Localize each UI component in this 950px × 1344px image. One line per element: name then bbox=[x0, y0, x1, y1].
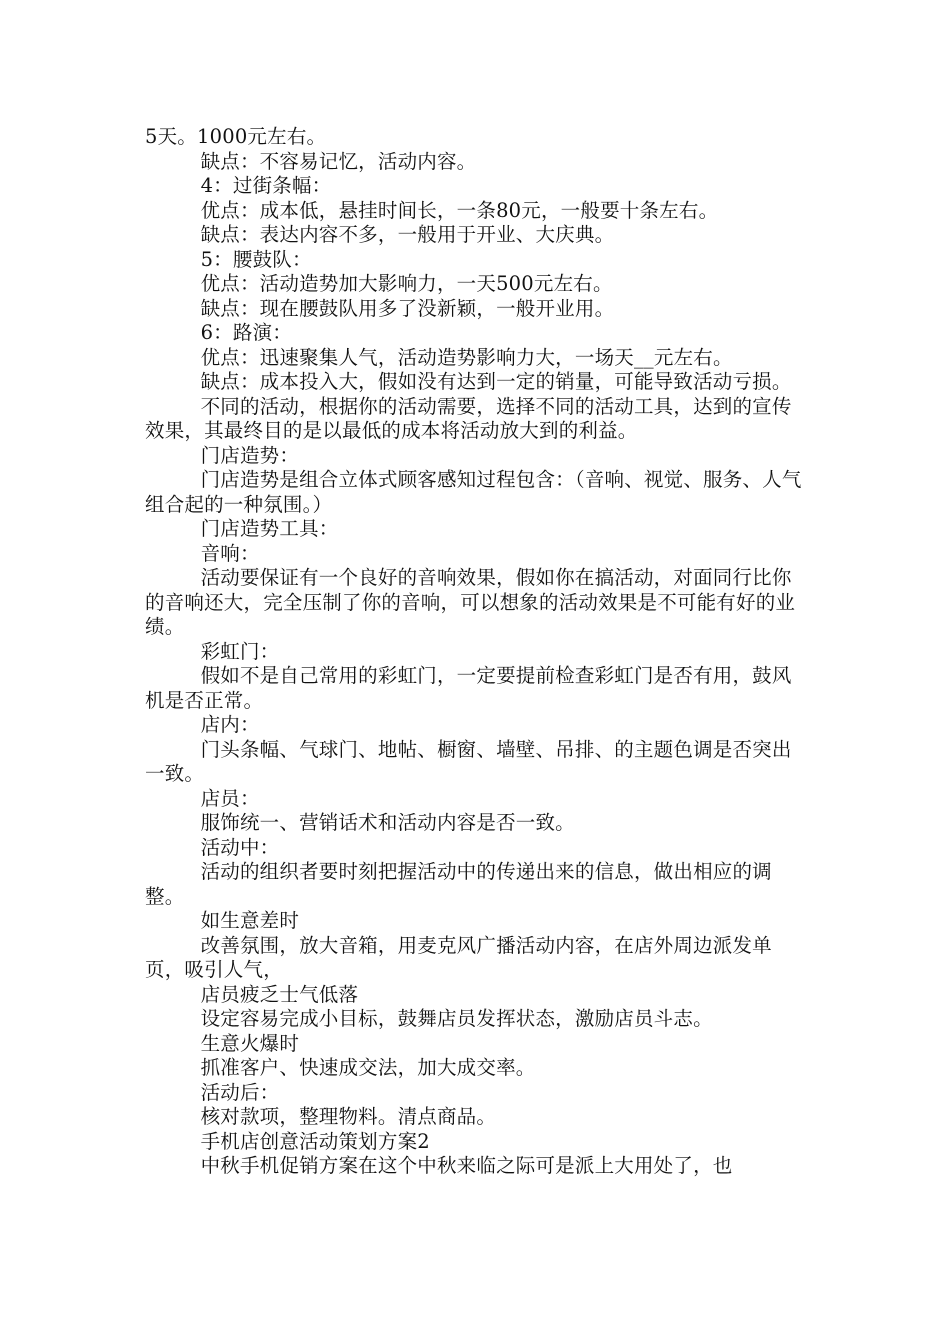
paragraph-continuation: 5天。1000元左右。 bbox=[145, 125, 327, 148]
paragraph: 缺点：表达内容不多，一般用于开业、大庆典。 bbox=[200, 223, 615, 246]
document-body bbox=[145, 125, 809, 1179]
paragraph: 优点：迅速聚集人气，活动造势影响力大，一场天__元左右。 bbox=[200, 345, 733, 369]
section-heading: 门店造势： bbox=[200, 443, 300, 467]
paragraph: 门头条幅、气球门、地帖、橱窗、墙壁、吊排、的主题色调是否突出一致。 bbox=[145, 737, 792, 785]
paragraph: 核对款项，整理物料。清点商品。 bbox=[200, 1105, 497, 1128]
section-heading: 活动中： bbox=[200, 835, 280, 859]
section-heading: 店员： bbox=[200, 786, 260, 810]
section-heading: 如生意差时 bbox=[200, 909, 300, 932]
section-heading: 店员疲乏士气低落 bbox=[200, 982, 359, 1006]
paragraph: 不同的活动，根据你的活动需要，选择不同的活动工具，达到的宣传效果，其最终目的是以最低的成本将活动放大到的利益。 bbox=[145, 394, 792, 442]
section-heading: 音响： bbox=[200, 541, 260, 565]
paragraph: 服饰统一、营销话术和活动内容是否一致。 bbox=[200, 811, 575, 834]
section-heading: 6：路演： bbox=[200, 321, 292, 344]
paragraph: 门店造势是组合立体式顾客感知过程包含：（音响、视觉、服务、人气组合起的一种氛围。） bbox=[145, 468, 802, 516]
paragraph: 优点：成本低，悬挂时间长，一条80元，一般要十条左右。 bbox=[200, 198, 719, 222]
paragraph: 活动的组织者要时刻把握活动中的传递出来的信息，做出相应的调整。 bbox=[145, 860, 772, 908]
section-heading: 4：过街条幅： bbox=[200, 174, 332, 197]
document-title: 手机店创意活动策划方案2 bbox=[200, 1129, 430, 1153]
section-heading: 彩虹门： bbox=[200, 639, 280, 663]
paragraph: 改善氛围，放大音箱，用麦克风广播活动内容，在店外周边派发单页，吸引人气， bbox=[145, 933, 772, 981]
section-heading: 生意火爆时 bbox=[200, 1031, 300, 1055]
paragraph: 假如不是自己常用的彩虹门，一定要提前检查彩虹门是否有用，鼓风机是否正常。 bbox=[145, 664, 792, 712]
section-heading: 店内： bbox=[200, 713, 260, 736]
paragraph: 中秋手机促销方案在这个中秋来临之际可是派上大用处了，也 bbox=[200, 1154, 733, 1177]
paragraph: 优点：活动造势加大影响力，一天500元左右。 bbox=[200, 272, 613, 295]
paragraph: 缺点：成本投入大，假如没有达到一定的销量，可能导致活动亏损。 bbox=[200, 370, 792, 393]
paragraph: 设定容易完成小目标，鼓舞店员发挥状态，激励店员斗志。 bbox=[200, 1007, 713, 1030]
section-heading: 活动后： bbox=[200, 1080, 280, 1104]
paragraph: 活动要保证有一个良好的音响效果，假如你在搞活动，对面同行比你的音响还大，完全压制了你的音响，可以想象的活动效果是不可能有好的业绩。 bbox=[145, 566, 796, 638]
paragraph: 抓准客户、快速成交法，加大成交率。 bbox=[200, 1056, 536, 1079]
section-heading: 门店造势工具： bbox=[200, 517, 339, 540]
section-heading: 5：腰鼓队： bbox=[200, 247, 312, 271]
paragraph: 缺点：现在腰鼓队用多了没新颖，一般开业用。 bbox=[200, 296, 615, 320]
paragraph: 缺点：不容易记忆，活动内容。 bbox=[200, 149, 477, 173]
